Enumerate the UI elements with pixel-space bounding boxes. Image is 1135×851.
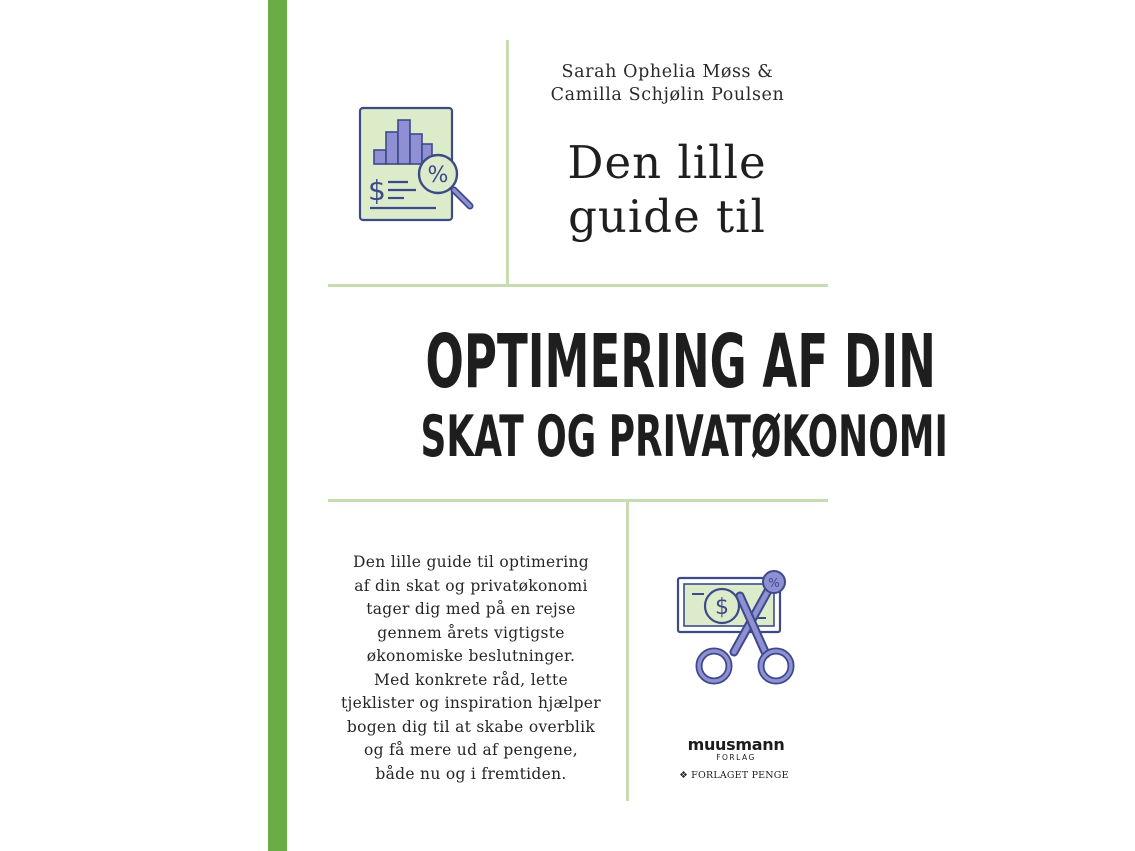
money-scissors-icon — [674, 570, 798, 688]
cover-subtitle — [512, 136, 822, 244]
svg-text:%: % — [427, 163, 449, 188]
tax-report-magnifier-icon — [356, 104, 476, 224]
subtitle-line-1: Den lille — [567, 136, 767, 189]
upper-horizontal-divider — [328, 284, 828, 287]
svg-text:$: $ — [715, 595, 729, 620]
cover-blurb — [330, 551, 612, 786]
cover-title — [328, 319, 948, 470]
blurb-line: Den lille guide til optimering — [353, 553, 589, 571]
subtitle-line-2: guide til — [568, 190, 766, 243]
blurb-line: Med konkrete råd, lette — [374, 670, 568, 689]
blurb-line: gennem årets vigtigste — [377, 623, 565, 642]
blurb-line: og få mere ud af pengene, — [364, 741, 578, 759]
top-vertical-divider — [506, 40, 509, 286]
bottom-vertical-divider — [626, 501, 629, 801]
blurb-line: tager dig med på en rejse — [366, 600, 576, 618]
svg-text:%: % — [768, 576, 780, 590]
lower-horizontal-divider — [328, 499, 828, 502]
title-line-2: SKAT OG PRIVATØKONOMI — [420, 404, 948, 470]
blurb-line: bogen dig til at skabe overblik — [346, 717, 596, 736]
svg-text:$: $ — [368, 174, 386, 207]
title-line-1: OPTIMERING AF DIN — [425, 319, 936, 405]
publisher-logo-forlaget-penge: ❖ FORLAGET PENGE — [679, 770, 789, 781]
cover-spine-stripe — [268, 0, 287, 851]
blurb-line: økonomiske beslutninger. — [366, 647, 576, 665]
blurb-line: af din skat og privatøkonomi — [354, 576, 588, 595]
blurb-line: tjeklister og inspiration hjælper — [341, 694, 601, 712]
blurb-line: både nu og i fremtiden. — [375, 764, 567, 783]
publisher-logo-muusmann: muusmann — [687, 735, 785, 754]
publisher-logo-muusmann-sub: FORLAG — [716, 753, 756, 762]
author-names — [510, 61, 825, 107]
author-line-2: Camilla Schjølin Poulsen — [550, 85, 785, 105]
author-line-1: Sarah Ophelia Møss & — [561, 62, 774, 82]
